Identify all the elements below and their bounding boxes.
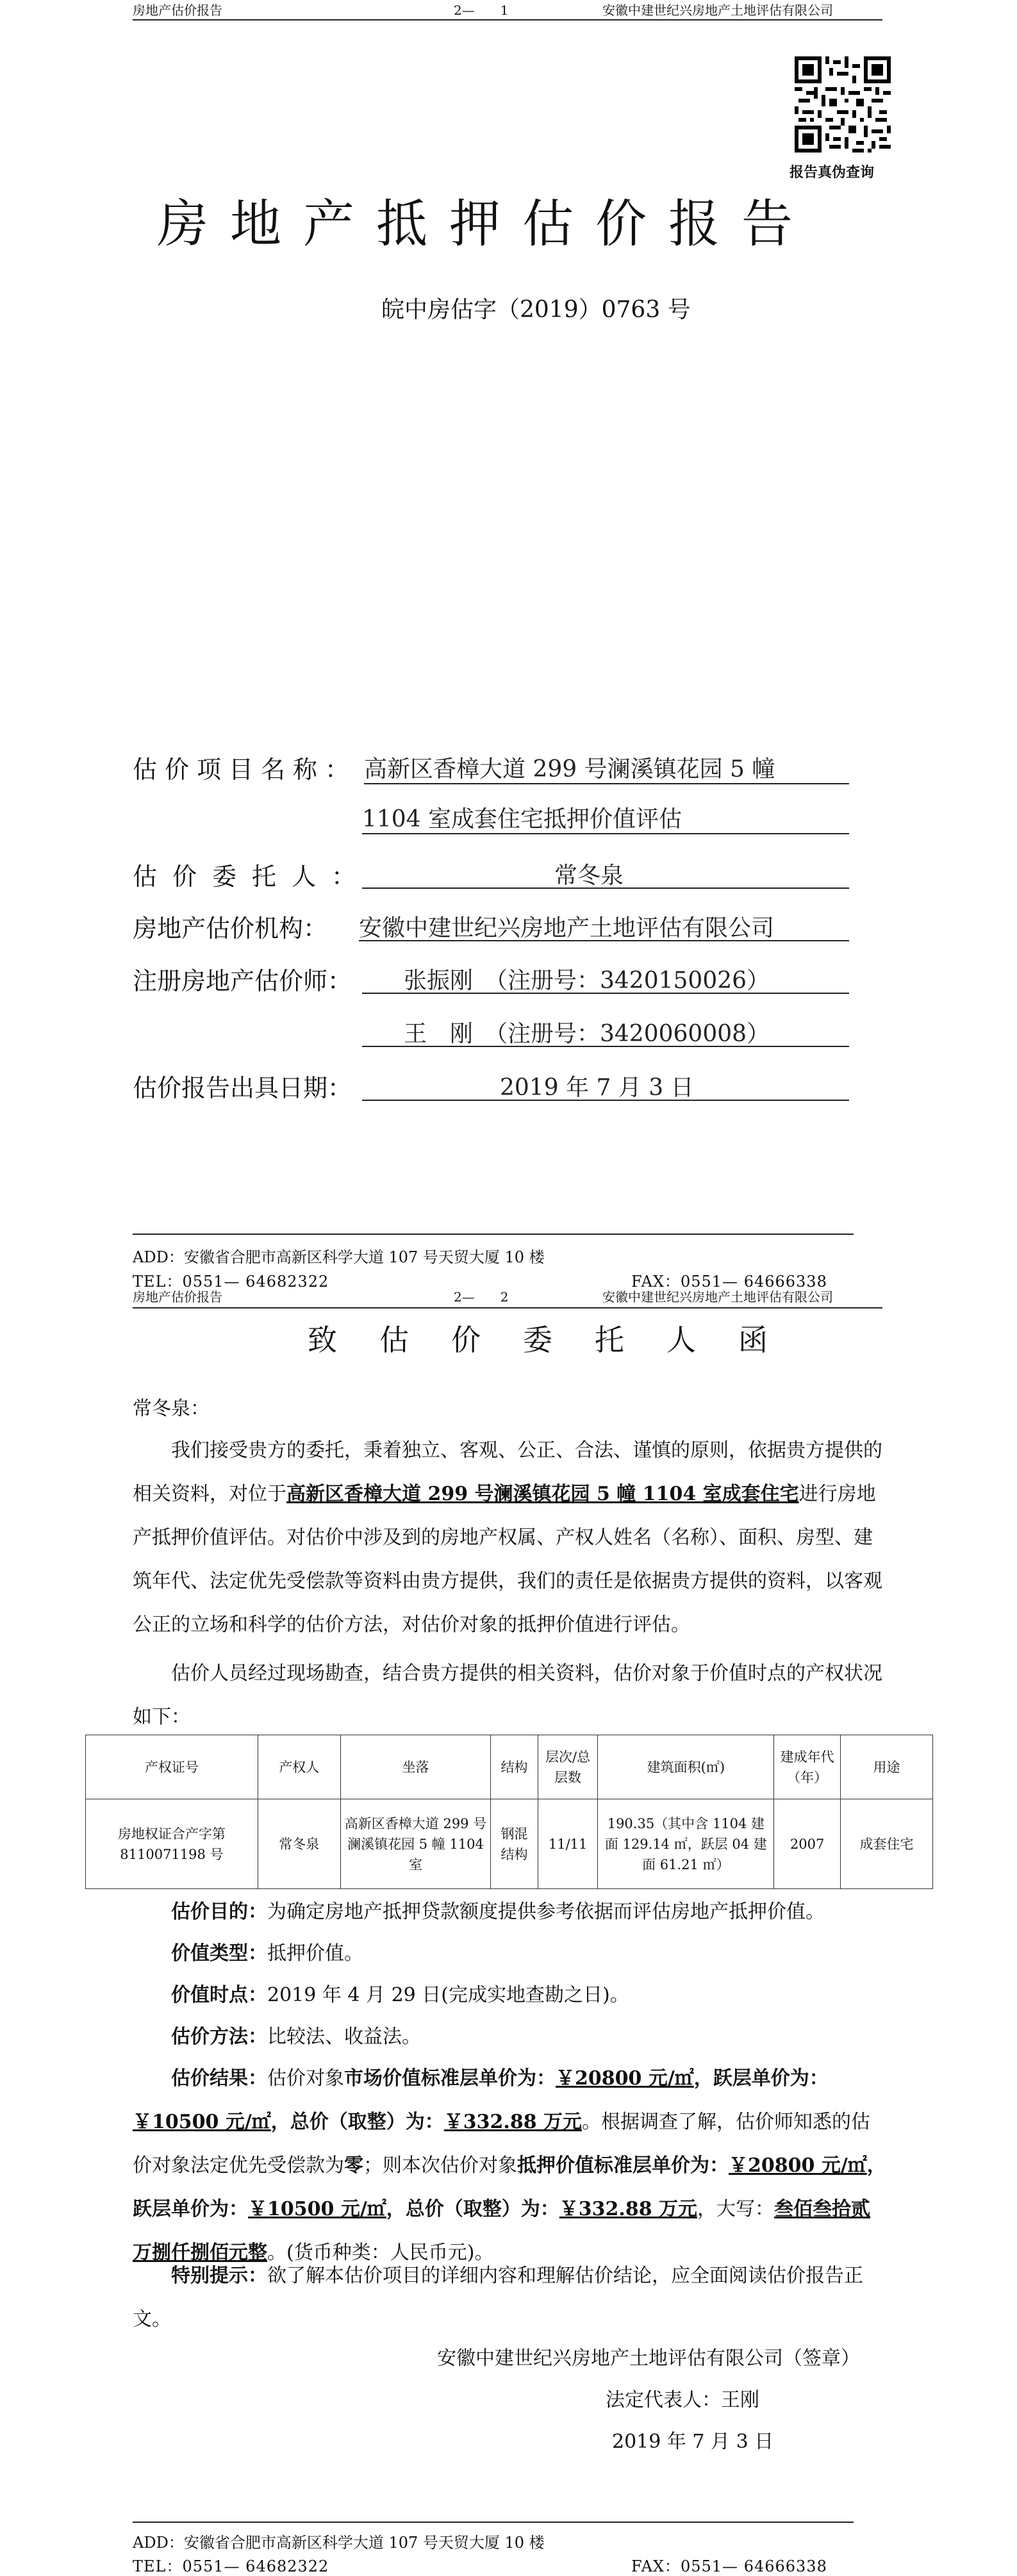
result-market-total: ￥332.88 万元	[443, 2111, 583, 2133]
client-underline	[362, 888, 849, 889]
letter-paragraph-2: 估价人员经过现场勘查，结合贵方提供的相关资料，估价对象于价值时点的产权状况如下：	[133, 1662, 882, 1728]
signature-date: 2019 年 7 月 3 日	[612, 2431, 774, 2453]
report-number: 皖中房估字（2019）0763 号	[381, 297, 691, 323]
result-label: 估价结果：	[171, 2067, 267, 2090]
page2-header-left: 房地产估价报告	[133, 1289, 222, 1305]
result-text-10: ；则本次估价对象	[363, 2154, 517, 2177]
result-text-13: ，跃层单价为：	[133, 2154, 886, 2220]
result-text-4: ，跃层单价为：	[693, 2067, 829, 2090]
td-cert: 房地权证合产字第 8110071198 号	[86, 1799, 258, 1889]
page1-footer-fax: FAX：0551— 64666338	[631, 1273, 827, 1291]
page1-footer-rule	[133, 1234, 854, 1235]
page1-footer-address: ADD：安徽省合肥市高新区科学大道 107 号天贸大厦 10 楼	[133, 1248, 545, 1266]
purpose-line	[171, 1890, 825, 1934]
page1-header-rule	[133, 19, 882, 21]
result-mortgage-unit: ￥20800 元/㎡	[729, 2154, 867, 2177]
result-market-duplex: ￥10500 元/㎡	[133, 2111, 271, 2133]
th-cert: 产权证号	[86, 1735, 258, 1799]
project-name-line2: 1104 室成套住宅抵押价值评估	[362, 806, 682, 832]
para1-property: 高新区香樟大道 299 号澜溪镇花园 5 幢 1104 室成套住宅	[286, 1483, 799, 1505]
project-name-underline1	[364, 783, 849, 784]
td-structure: 钢混结构	[491, 1799, 538, 1889]
result-amount-in-words: 叁佰叁拾贰万捌仟捌佰元整	[133, 2198, 871, 2264]
result-text-8: 。根据调查了解，估价师知悉的估价对象法定优先受偿款为	[133, 2111, 871, 2177]
result-mortgage-total: ￥332.88 万元	[559, 2198, 698, 2220]
result-mortgage-duplex: ￥10500 元/㎡	[248, 2198, 386, 2220]
th-area: 建筑面积(㎡)	[598, 1735, 774, 1799]
value-date-line	[171, 1974, 629, 2017]
appraiser-2-underline	[362, 1046, 849, 1047]
value-type-line	[171, 1932, 363, 1976]
result-currency: 。(货币种类：人民币元)。	[267, 2242, 494, 2264]
page2-header-page: 2— 2	[454, 1289, 509, 1305]
agency-underline	[359, 940, 849, 941]
th-owner: 产权人	[258, 1735, 340, 1799]
appraiser-label: 注册房地产估价师：	[133, 967, 352, 995]
td-location: 高新区香樟大道 299 号澜溪镇花园 5 幢 1104 室	[340, 1799, 491, 1889]
letter-salutation: 常冬泉：	[133, 1398, 210, 1420]
value-type-value: 抵押价值。	[267, 1942, 363, 1965]
result-priority-amount: 零	[344, 2154, 363, 2177]
page1-header-page: 2— 1	[454, 3, 509, 18]
value-date-label: 价值时点：	[171, 1984, 267, 2006]
page2-header-rule	[133, 1307, 882, 1309]
appraiser-1-underline	[362, 993, 849, 994]
value-type-label: 价值类型：	[171, 1942, 267, 1965]
page1-header-right: 安徽中建世纪兴房地产土地评估有限公司	[602, 3, 833, 18]
result-paragraph	[133, 2057, 888, 2275]
page2-footer-address: ADD：安徽省合肥市高新区科学大道 107 号天贸大厦 10 楼	[133, 2534, 545, 2552]
property-table-header-row	[86, 1735, 933, 1799]
result-mortgage-label: 抵押价值标准层单价为：	[517, 2154, 729, 2177]
th-location: 坐落	[340, 1735, 491, 1799]
letter-paragraph-1	[133, 1429, 888, 1647]
td-use: 成套住宅	[840, 1799, 932, 1889]
th-structure: 结构	[491, 1735, 538, 1799]
project-name-underline2	[362, 833, 849, 834]
td-area: 190.35（其中含 1104 建面 129.14 ㎡，跃层 04 建面 61.21 ㎡）	[598, 1799, 774, 1889]
qr-code-icon	[795, 56, 891, 153]
para1-rest: 进行房地产抵押价值评估。对估价中涉及到的房地产权属、产权人姓名（名称）、面积、房型、建筑年代、法定优先受偿款等资料由贵方提供，我们的责任是依据贵方提供的资料，以客观公正的立场和科学的估价方法，对估价对象的抵押价值进行评估。	[133, 1483, 882, 1636]
report-date-label: 估价报告出具日期：	[133, 1074, 352, 1102]
purpose-value: 为确定房地产抵押贷款额度提供参考依据而评估房地产抵押价值。	[267, 1901, 825, 1923]
td-floor: 11/11	[538, 1799, 598, 1889]
page1-header-left: 房地产估价报告	[133, 3, 222, 18]
notice-label: 特别提示：	[171, 2265, 267, 2287]
page2-header-right: 安徽中建世纪兴房地产土地评估有限公司	[602, 1289, 833, 1305]
signature-company: 安徽中建世纪兴房地产土地评估有限公司（签章）	[437, 2347, 860, 2370]
result-text-1: 估价对象	[267, 2067, 344, 2090]
qr-caption: 报告真伪查询	[790, 164, 875, 181]
method-value: 比较法、收益法。	[267, 2026, 421, 2048]
page1-footer-tel: TEL：0551— 64682322	[133, 1273, 329, 1291]
para1-intro: 我们接受贵方的委托，秉着独立、客观、公正、合法、谨慎的原则，依据贵方提供的相关资料，对位于	[133, 1439, 882, 1505]
th-floor: 层次/总层数	[538, 1735, 598, 1799]
th-year: 建成年代（年）	[774, 1735, 841, 1799]
result-text-15: ，总价（取整）为：	[386, 2198, 559, 2220]
result-text-6: ，总价（取整）为：	[270, 2111, 444, 2133]
purpose-label: 估价目的：	[171, 1901, 267, 1923]
notice-paragraph	[133, 2254, 888, 2341]
notice-text: 欲了解本估价项目的详细内容和理解估价结论，应全面阅读估价报告正文。	[133, 2265, 863, 2331]
property-table	[85, 1735, 933, 1889]
value-date-value: 2019 年 4 月 29 日(完成实地查勘之日)。	[267, 1984, 629, 2006]
result-text-17: ，大写：	[697, 2198, 775, 2220]
table-row	[86, 1799, 933, 1889]
report-date-value: 2019 年 7 月 3 日	[500, 1075, 694, 1101]
signature-representative: 法定代表人：王刚	[606, 2389, 759, 2411]
report-date-underline	[362, 1100, 849, 1101]
letter-title: 致估价委托人函	[308, 1323, 810, 1357]
report-title: 房地产抵押估价报告	[157, 194, 814, 254]
agency-label: 房地产估价机构：	[133, 914, 328, 943]
client-label: 估价委托人：	[133, 863, 372, 891]
appraiser-2: 王 刚 （注册号：3420060008）	[404, 1021, 770, 1047]
td-year: 2007	[774, 1799, 841, 1889]
project-name-label: 估价项目名称：	[133, 755, 358, 784]
method-line	[171, 2015, 421, 2059]
method-label: 估价方法：	[171, 2026, 267, 2048]
project-name-line1: 高新区香樟大道 299 号澜溪镇花园 5 幢	[364, 756, 775, 782]
page2-footer-tel: TEL：0551— 64682322	[133, 2557, 329, 2575]
page2-footer-rule	[133, 2522, 854, 2523]
result-market-unit: ￥20800 元/㎡	[556, 2067, 694, 2090]
result-market-label: 市场价值标准层单价为：	[344, 2067, 556, 2090]
client-value: 常冬泉	[554, 863, 624, 889]
agency-value: 安徽中建世纪兴房地产土地评估有限公司	[359, 915, 775, 941]
td-owner: 常冬泉	[258, 1799, 340, 1889]
th-use: 用途	[840, 1735, 932, 1799]
appraiser-1: 张振刚 （注册号：3420150026）	[404, 968, 770, 994]
page2-footer-fax: FAX：0551— 64666338	[631, 2557, 827, 2575]
